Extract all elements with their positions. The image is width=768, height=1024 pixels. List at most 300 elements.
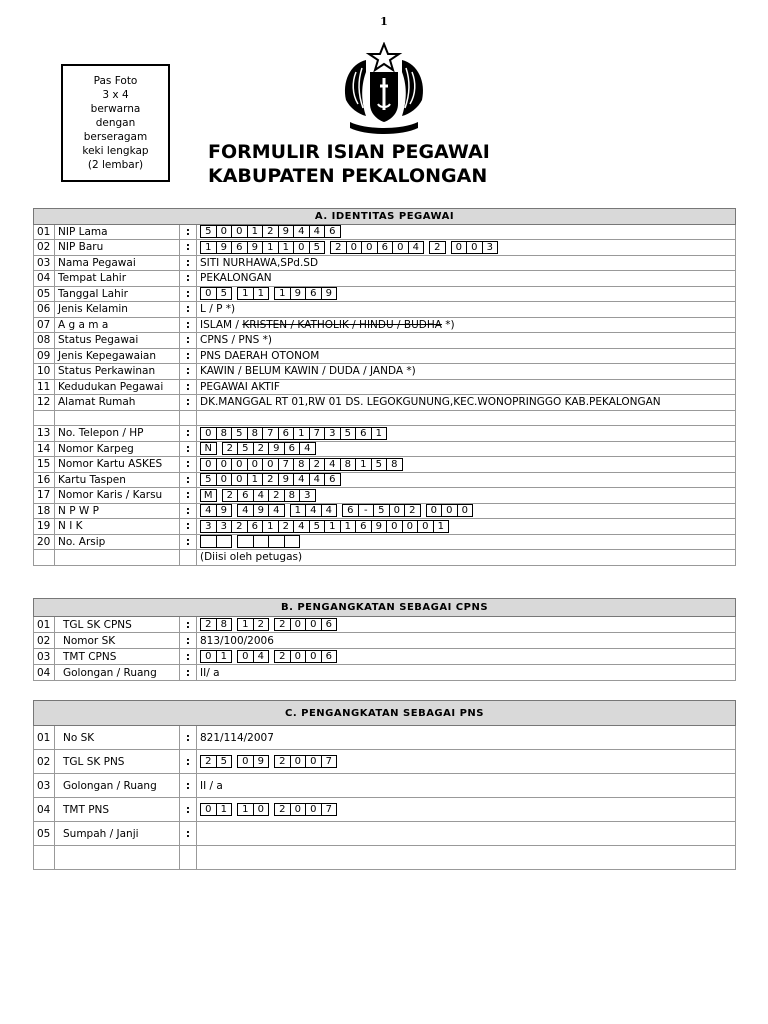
digit-box[interactable]: 1 [253, 287, 270, 300]
digit-box[interactable]: 4 [293, 225, 310, 238]
digit-box[interactable]: 9 [216, 241, 233, 254]
digit-box[interactable] [200, 535, 217, 548]
colon-separator: : [180, 379, 197, 395]
field-label: Nama Pegawai [55, 255, 180, 271]
row-number: 09 [34, 348, 55, 364]
digit-box[interactable]: 4 [200, 504, 217, 517]
field-label: Status Perkawinan [55, 364, 180, 380]
photo-placeholder-box [61, 64, 170, 182]
digit-box[interactable]: 0 [253, 803, 270, 816]
blank-cell [197, 846, 736, 870]
field-value[interactable] [197, 774, 736, 798]
digit-box[interactable]: 0 [451, 241, 468, 254]
colon-separator: : [180, 317, 197, 333]
field-value[interactable] [197, 798, 736, 822]
digit-box[interactable]: 0 [200, 427, 217, 440]
field-label: A g a m a [55, 317, 180, 333]
blank-cell [55, 410, 180, 426]
digit-box[interactable]: 4 [268, 504, 285, 517]
digit-box[interactable] [216, 535, 233, 548]
form-row [34, 665, 736, 681]
digit-box[interactable]: 0 [346, 241, 363, 254]
field-value[interactable] [197, 488, 736, 504]
digit-box[interactable]: 2 [222, 442, 239, 455]
digit-box[interactable]: 1 [216, 650, 233, 663]
digit-box[interactable]: 6 [377, 241, 394, 254]
digit-box[interactable]: 0 [441, 504, 458, 517]
digit-box[interactable]: 2 [278, 520, 295, 533]
value-text: 821/114/2007 [200, 731, 274, 744]
digit-box[interactable]: 0 [386, 520, 403, 533]
digit-box-group [200, 225, 340, 238]
value-text: PNS DAERAH OTONOM [200, 349, 320, 362]
digit-box[interactable]: 0 [200, 287, 217, 300]
form-row [34, 798, 736, 822]
row-number: 03 [34, 774, 55, 798]
row-number: 03 [34, 649, 55, 665]
form-row [34, 649, 736, 665]
digit-box[interactable]: 1 [237, 287, 254, 300]
form-row [34, 302, 736, 318]
digit-box[interactable]: 1 [433, 520, 450, 533]
section-a-header: A. IDENTITAS PEGAWAI [34, 209, 736, 225]
colon-separator: : [180, 488, 197, 504]
struck-options: KRISTEN / KATHOLIK / HINDU / BUDHA [242, 318, 442, 331]
colon-separator: : [180, 617, 197, 633]
form-row [34, 255, 736, 271]
digit-box[interactable]: 8 [284, 489, 301, 502]
digit-box[interactable]: 0 [247, 458, 264, 471]
digit-box[interactable]: 1 [247, 473, 264, 486]
field-value[interactable] [197, 665, 736, 681]
digit-box[interactable]: 5 [309, 241, 326, 254]
field-value[interactable] [197, 726, 736, 750]
digit-box[interactable]: 0 [293, 241, 310, 254]
section-b-header: B. PENGANGKATAN SEBAGAI CPNS [34, 599, 736, 617]
digit-box[interactable] [268, 535, 285, 548]
digit-box[interactable] [253, 535, 270, 548]
digit-box[interactable]: 0 [426, 504, 443, 517]
digit-box[interactable]: 0 [305, 755, 322, 768]
digit-box[interactable]: 0 [231, 473, 248, 486]
digit-box[interactable]: 9 [247, 241, 264, 254]
value-text: L / P *) [200, 303, 236, 316]
blank-cell [197, 410, 736, 426]
digit-box[interactable]: 1 [324, 520, 341, 533]
field-value[interactable] [197, 379, 736, 395]
digit-box[interactable]: 2 [231, 520, 248, 533]
digit-box[interactable]: 1 [247, 225, 264, 238]
digit-box[interactable]: 2 [274, 618, 291, 631]
digit-box[interactable]: 5 [216, 755, 233, 768]
field-label: Golongan / Ruang [55, 774, 180, 798]
form-row [34, 240, 736, 256]
form-row [34, 364, 736, 380]
digit-box[interactable]: 0 [290, 755, 307, 768]
digit-box[interactable]: 9 [371, 520, 388, 533]
row-number: 01 [34, 726, 55, 750]
row-number: 04 [34, 665, 55, 681]
digit-box[interactable]: 0 [466, 241, 483, 254]
blank-cell [180, 846, 197, 870]
field-value[interactable] [197, 224, 736, 240]
row-number: 04 [34, 271, 55, 287]
value-tail: *) [441, 318, 455, 331]
colon-separator: : [180, 302, 197, 318]
digit-box[interactable]: 3 [482, 241, 499, 254]
digit-box[interactable]: 6 [247, 520, 264, 533]
value-text: KAWIN / BELUM KAWIN / DUDA / JANDA *) [200, 365, 416, 378]
field-label: TMT PNS [55, 798, 180, 822]
row-number: 18 [34, 503, 55, 519]
form-row [34, 633, 736, 649]
field-label: N P W P [55, 503, 180, 519]
digit-box[interactable]: 2 [253, 618, 270, 631]
digit-box[interactable]: 2 [274, 650, 291, 663]
digit-box[interactable]: 9 [253, 755, 270, 768]
row-number: 17 [34, 488, 55, 504]
digit-box[interactable]: 1 [355, 458, 372, 471]
field-value[interactable] [197, 649, 736, 665]
digit-box[interactable]: 5 [309, 520, 326, 533]
digit-box-group [200, 803, 336, 816]
value-text: PEGAWAI AKTIF [200, 380, 280, 393]
section-c-table [33, 700, 736, 870]
blank-cell [55, 550, 180, 566]
digit-box[interactable]: 3 [216, 520, 233, 533]
digit-box-group [200, 241, 497, 254]
colon-separator: : [180, 822, 197, 846]
digit-box[interactable]: 1 [262, 241, 279, 254]
digit-box[interactable]: 0 [290, 618, 307, 631]
digit-box[interactable]: 2 [253, 442, 270, 455]
digit-box[interactable]: 0 [216, 458, 233, 471]
digit-box[interactable]: 0 [262, 458, 279, 471]
digit-box[interactable]: 1 [371, 427, 388, 440]
digit-box[interactable]: 2 [268, 489, 285, 502]
field-value[interactable] [197, 333, 736, 349]
section-c-body [34, 726, 736, 870]
digit-box[interactable]: 1 [237, 803, 254, 816]
colon-separator: : [180, 364, 197, 380]
digit-box[interactable]: 5 [371, 458, 388, 471]
form-row [34, 317, 736, 333]
colon-separator: : [180, 224, 197, 240]
digit-box[interactable]: 7 [262, 427, 279, 440]
digit-box[interactable]: N [200, 442, 217, 455]
digit-box[interactable]: 4 [309, 473, 326, 486]
digit-box[interactable]: 0 [200, 803, 217, 816]
digit-box[interactable]: 9 [253, 504, 270, 517]
digit-box[interactable]: 9 [216, 504, 233, 517]
row-number: 20 [34, 534, 55, 550]
row-number: 05 [34, 822, 55, 846]
row-number: 11 [34, 379, 55, 395]
digit-box[interactable]: 3 [324, 427, 341, 440]
field-value[interactable] [197, 364, 736, 380]
digit-box[interactable]: 2 [200, 618, 217, 631]
blank-cell [180, 550, 197, 566]
field-label: Golongan / Ruang [55, 665, 180, 681]
digit-box[interactable]: 5 [373, 504, 390, 517]
digit-box[interactable]: 4 [237, 504, 254, 517]
digit-box[interactable]: 0 [457, 504, 474, 517]
field-label: Jenis Kepegawaian [55, 348, 180, 364]
digit-box[interactable]: 2 [330, 241, 347, 254]
digit-box[interactable]: 0 [231, 225, 248, 238]
digit-box[interactable]: 2 [222, 489, 239, 502]
form-row [34, 472, 736, 488]
digit-box[interactable]: 5 [216, 287, 233, 300]
digit-box[interactable]: 8 [216, 618, 233, 631]
digit-box[interactable]: M [200, 489, 217, 502]
digit-box[interactable]: 0 [216, 225, 233, 238]
field-label: Jenis Kelamin [55, 302, 180, 318]
row-number: 15 [34, 457, 55, 473]
form-row [34, 617, 736, 633]
field-value[interactable] [197, 395, 736, 411]
digit-box[interactable]: 1 [274, 287, 291, 300]
digit-box[interactable]: 1 [290, 504, 307, 517]
digit-box[interactable]: 0 [417, 520, 434, 533]
form-row [34, 503, 736, 519]
field-value[interactable] [197, 503, 736, 519]
digit-box[interactable]: 2 [274, 803, 291, 816]
colon-separator: : [180, 774, 197, 798]
photo-line: berseragam [83, 131, 148, 143]
blank-row [34, 410, 736, 426]
colon-separator: : [180, 665, 197, 681]
digit-box[interactable]: 6 [324, 473, 341, 486]
digit-box[interactable]: 0 [200, 650, 217, 663]
digit-box[interactable]: 7 [321, 755, 338, 768]
row-number: 13 [34, 426, 55, 442]
photo-line: 3 x 4 [102, 89, 129, 101]
field-label: Alamat Rumah [55, 395, 180, 411]
field-value[interactable] [197, 457, 736, 473]
digit-box[interactable]: 4 [253, 650, 270, 663]
digit-box[interactable]: 1 [340, 520, 357, 533]
section-a-body [34, 224, 736, 565]
value-text: II/ a [200, 666, 220, 679]
digit-box[interactable]: 4 [324, 458, 341, 471]
section-a-table [33, 208, 736, 566]
digit-box[interactable]: 8 [340, 458, 357, 471]
field-label: NIP Lama [55, 224, 180, 240]
digit-box[interactable]: 0 [237, 755, 254, 768]
field-value[interactable] [197, 472, 736, 488]
digit-box[interactable]: 4 [408, 241, 425, 254]
colon-separator: : [180, 798, 197, 822]
row-number: 05 [34, 286, 55, 302]
digit-box[interactable]: 5 [200, 225, 217, 238]
colon-separator: : [180, 271, 197, 287]
digit-box[interactable]: 6 [284, 442, 301, 455]
digit-box[interactable]: 9 [321, 287, 338, 300]
field-value[interactable] [197, 255, 736, 271]
row-number: 14 [34, 441, 55, 457]
field-value[interactable] [197, 302, 736, 318]
row-number: 01 [34, 617, 55, 633]
field-value[interactable] [197, 286, 736, 302]
digit-box-group [200, 489, 315, 502]
digit-box[interactable]: 4 [321, 504, 338, 517]
title-line-2: KABUPATEN PEKALONGAN [208, 165, 488, 187]
digit-box[interactable]: 6 [278, 427, 295, 440]
form-row [34, 534, 736, 550]
digit-box[interactable]: 1 [237, 618, 254, 631]
field-value[interactable] [197, 317, 736, 333]
kabupaten-emblem-icon [336, 42, 432, 138]
digit-box[interactable]: 4 [299, 442, 316, 455]
digit-box[interactable]: 8 [247, 427, 264, 440]
digit-box[interactable]: 2 [262, 225, 279, 238]
digit-box[interactable]: 5 [237, 442, 254, 455]
value-text: II / a [200, 779, 223, 792]
digit-box[interactable]: 6 [355, 427, 372, 440]
digit-box[interactable]: 1 [216, 803, 233, 816]
digit-box[interactable]: 0 [237, 650, 254, 663]
colon-separator: : [180, 750, 197, 774]
digit-box[interactable]: 0 [290, 803, 307, 816]
digit-box[interactable]: 5 [231, 427, 248, 440]
digit-box[interactable]: 4 [253, 489, 270, 502]
digit-box[interactable]: 9 [290, 287, 307, 300]
field-value[interactable] [197, 240, 736, 256]
digit-box[interactable]: 0 [216, 473, 233, 486]
digit-box[interactable]: 8 [216, 427, 233, 440]
section-b-table [33, 598, 736, 681]
digit-box[interactable]: 9 [278, 225, 295, 238]
field-value[interactable] [197, 348, 736, 364]
digit-box[interactable]: 1 [262, 520, 279, 533]
blank-cell [34, 550, 55, 566]
row-number: 02 [34, 633, 55, 649]
row-number: 04 [34, 798, 55, 822]
form-row [34, 271, 736, 287]
digit-box[interactable]: 6 [342, 504, 359, 517]
note-row [34, 550, 736, 566]
field-value[interactable] [197, 534, 736, 550]
digit-box[interactable]: 0 [305, 650, 322, 663]
digit-box[interactable]: - [358, 504, 375, 517]
digit-box[interactable]: 0 [305, 618, 322, 631]
form-row [34, 426, 736, 442]
digit-box[interactable] [284, 535, 301, 548]
digit-box[interactable]: 2 [429, 241, 446, 254]
digit-box[interactable]: 7 [309, 427, 326, 440]
blank-cell [34, 410, 55, 426]
photo-line: berwarna [90, 103, 141, 115]
digit-box[interactable]: 4 [293, 473, 310, 486]
row-number: 16 [34, 472, 55, 488]
field-value[interactable] [197, 519, 736, 535]
row-number: 12 [34, 395, 55, 411]
form-row [34, 519, 736, 535]
digit-box[interactable]: 1 [278, 241, 295, 254]
digit-box[interactable]: 5 [340, 427, 357, 440]
digit-box-group [200, 473, 340, 486]
row-number: 08 [34, 333, 55, 349]
digit-box[interactable]: 4 [293, 520, 310, 533]
field-label: Tanggal Lahir [55, 286, 180, 302]
value-text: 813/100/2006 [200, 634, 274, 647]
digit-box[interactable]: 0 [389, 504, 406, 517]
digit-box[interactable]: 4 [305, 504, 322, 517]
form-row [34, 333, 736, 349]
digit-box[interactable]: 2 [200, 755, 217, 768]
field-value[interactable] [197, 441, 736, 457]
digit-box-group [200, 427, 386, 440]
digit-box[interactable]: 6 [321, 618, 338, 631]
field-label: N I K [55, 519, 180, 535]
digit-box-group [200, 520, 448, 533]
digit-box[interactable]: 2 [262, 473, 279, 486]
field-label: Sumpah / Janji [55, 822, 180, 846]
digit-box[interactable]: 5 [200, 473, 217, 486]
section-c-header: C. PENGANGKATAN SEBAGAI PNS [34, 701, 736, 726]
digit-box[interactable]: 1 [293, 427, 310, 440]
digit-box[interactable]: 3 [200, 520, 217, 533]
field-label: TMT CPNS [55, 649, 180, 665]
field-value[interactable] [197, 617, 736, 633]
digit-box[interactable]: 6 [321, 650, 338, 663]
digit-box[interactable]: 2 [404, 504, 421, 517]
digit-box[interactable]: 4 [309, 225, 326, 238]
field-value[interactable] [197, 750, 736, 774]
photo-line: Pas Foto [93, 75, 138, 87]
digit-box[interactable]: 6 [324, 225, 341, 238]
colon-separator: : [180, 534, 197, 550]
digit-box[interactable]: 0 [305, 803, 322, 816]
digit-box[interactable]: 9 [268, 442, 285, 455]
digit-box[interactable]: 0 [392, 241, 409, 254]
colon-separator: : [180, 333, 197, 349]
field-value[interactable] [197, 822, 736, 846]
digit-box[interactable]: 6 [305, 287, 322, 300]
colon-separator: : [180, 286, 197, 302]
digit-box[interactable]: 0 [200, 458, 217, 471]
digit-box[interactable]: 3 [299, 489, 316, 502]
digit-box[interactable]: 7 [278, 458, 295, 471]
digit-box[interactable]: 9 [278, 473, 295, 486]
field-value[interactable] [197, 633, 736, 649]
digit-box[interactable]: 8 [386, 458, 403, 471]
colon-separator: : [180, 240, 197, 256]
digit-box[interactable]: 0 [231, 458, 248, 471]
digit-box[interactable]: 7 [321, 803, 338, 816]
digit-box[interactable]: 6 [237, 489, 254, 502]
form-row [34, 457, 736, 473]
digit-box[interactable] [237, 535, 254, 548]
form-row [34, 348, 736, 364]
field-value[interactable] [197, 426, 736, 442]
blank-row [34, 846, 736, 870]
digit-box[interactable]: 2 [274, 755, 291, 768]
digit-box[interactable]: 0 [361, 241, 378, 254]
digit-box[interactable]: 0 [402, 520, 419, 533]
page-number: 1 [380, 15, 388, 28]
digit-box[interactable]: 6 [355, 520, 372, 533]
digit-box[interactable]: 0 [290, 650, 307, 663]
field-value[interactable] [197, 271, 736, 287]
digit-box[interactable]: 8 [293, 458, 310, 471]
digit-box-group [200, 535, 299, 548]
digit-box[interactable]: 6 [231, 241, 248, 254]
colon-separator: : [180, 426, 197, 442]
digit-box[interactable]: 2 [309, 458, 326, 471]
digit-box[interactable]: 1 [200, 241, 217, 254]
